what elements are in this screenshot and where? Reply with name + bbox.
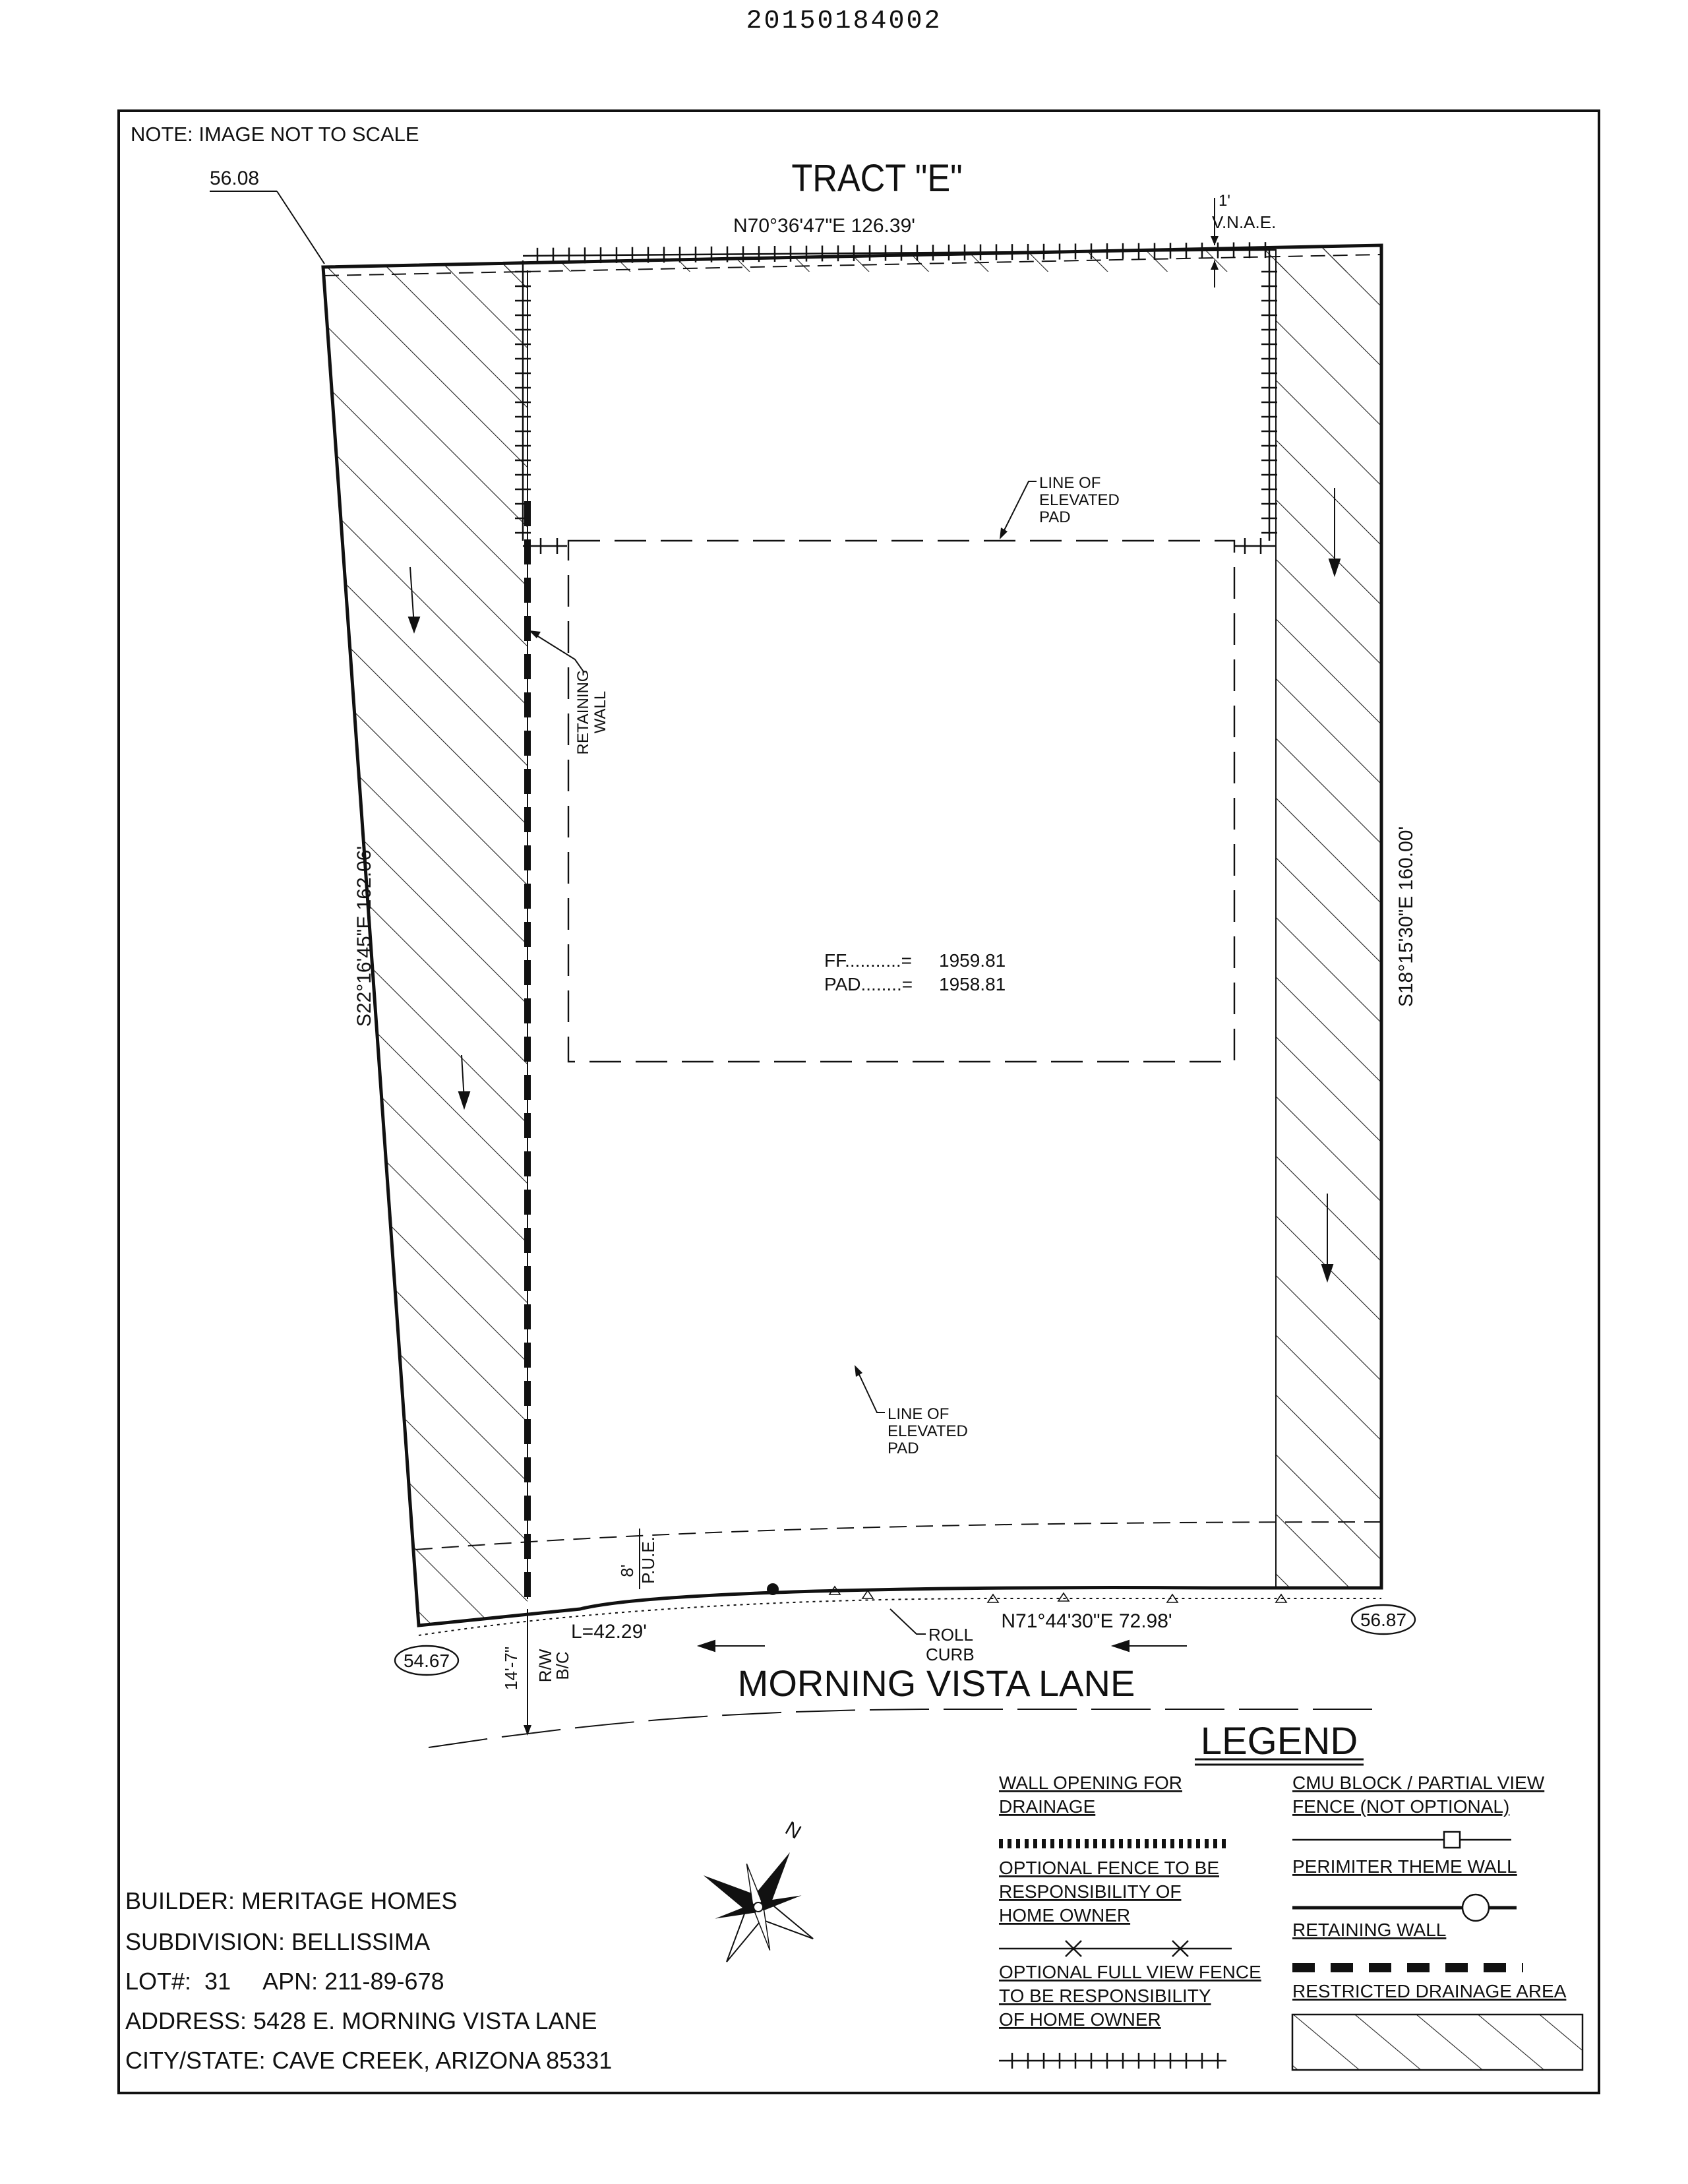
svg-text:OF HOME OWNER: OF HOME OWNER <box>999 2009 1161 2030</box>
svg-text:CURB: CURB <box>926 1645 975 1664</box>
legend-restricted-drainage-symbol <box>1292 2015 1582 2070</box>
svg-text:PAD: PAD <box>1039 508 1071 526</box>
roll-curb-callout <box>890 1609 975 1664</box>
svg-text:WALL OPENING FOR: WALL OPENING FOR <box>999 1773 1182 1793</box>
scale-note: NOTE: IMAGE NOT TO SCALE <box>131 123 419 146</box>
roll-curb-line <box>419 1598 1381 1635</box>
svg-text:RETAINING: RETAINING <box>574 669 592 755</box>
corner-label-top-left: 56.08 <box>210 167 260 189</box>
pue-label: P.U.E. <box>638 1536 658 1584</box>
svg-text:RETAINING WALL: RETAINING WALL <box>1292 1920 1447 1940</box>
document-number: 20150184002 <box>746 7 942 36</box>
bc-label: B/C <box>553 1651 572 1680</box>
svg-text:OPTIONAL FENCE TO BE: OPTIONAL FENCE TO BE <box>999 1858 1220 1878</box>
lot-apn: LOT#: 31 APN: 211-89-678 <box>125 1968 444 1995</box>
subdivision: SUBDIVISION: BELLISSIMA <box>125 1928 431 1955</box>
svg-text:FENCE (NOT OPTIONAL): FENCE (NOT OPTIONAL) <box>1292 1796 1510 1817</box>
svg-text:RESPONSIBILITY OF: RESPONSIBILITY OF <box>999 1881 1182 1902</box>
svg-text:CMU BLOCK / PARTIAL VIEW: CMU BLOCK / PARTIAL VIEW <box>1292 1773 1545 1793</box>
svg-text:LINE OF: LINE OF <box>888 1405 950 1423</box>
east-bearing: S18°15'30"E 160.00' <box>1395 826 1417 1008</box>
curb-point-marker <box>767 1583 779 1595</box>
north-arrow <box>672 1821 845 1993</box>
svg-text:ELEVATED: ELEVATED <box>888 1422 968 1440</box>
pad-line-bottom-callout <box>855 1365 968 1457</box>
svg-text:TO BE RESPONSIBILITY: TO BE RESPONSIBILITY <box>999 1986 1211 2006</box>
svg-text:PERIMITER THEME WALL: PERIMITER THEME WALL <box>1292 1856 1517 1877</box>
curve-length: L=42.29' <box>571 1621 648 1643</box>
pue-line <box>415 1522 1381 1550</box>
svg-text:ELEVATED: ELEVATED <box>1039 491 1120 509</box>
lot-info-block <box>125 1887 612 2074</box>
svg-text:OPTIONAL FULL VIEW FENCE: OPTIONAL FULL VIEW FENCE <box>999 1962 1261 1982</box>
svg-text:PAD: PAD <box>888 1440 919 1457</box>
svg-text:RESTRICTED DRAINAGE AREA: RESTRICTED DRAINAGE AREA <box>1292 1981 1567 2001</box>
pad-value: 1958.81 <box>939 974 1006 994</box>
pad-label: PAD........= <box>824 974 913 994</box>
legend-full-view-fence-symbol <box>999 2053 1226 2069</box>
west-bearing: S22°16'45"E 162.06' <box>353 845 375 1027</box>
address: ADDRESS: 5428 E. MORNING VISTA LANE <box>125 2007 597 2034</box>
tract-label: TRACT "E" <box>791 156 963 200</box>
legend-optional-fence-symbol <box>999 1941 1232 1957</box>
street-name: MORNING VISTA LANE <box>737 1662 1135 1704</box>
full-view-fence <box>515 242 1277 554</box>
vnae-dim: 1' <box>1219 192 1230 210</box>
svg-text:WALL: WALL <box>591 690 609 734</box>
corner-label-bottom-right: 56.87 <box>1360 1610 1407 1630</box>
vnae-label: V.N.A.E. <box>1212 212 1277 232</box>
svg-text:DRAINAGE: DRAINAGE <box>999 1796 1096 1817</box>
rw-label: R/W <box>535 1649 555 1683</box>
builder: BUILDER: MERITAGE HOMES <box>125 1887 458 1914</box>
legend-title: LEGEND <box>1200 1720 1358 1763</box>
svg-text:HOME OWNER: HOME OWNER <box>999 1905 1131 1926</box>
ff-label: FF...........= <box>824 950 913 971</box>
north-arrow-label: N <box>781 1817 805 1844</box>
legend-perimeter-wall-symbol <box>1292 1895 1517 1921</box>
corner-label-bottom-left: 54.67 <box>403 1651 450 1671</box>
north-bearing: N70°36'47"E 126.39' <box>733 215 915 237</box>
row-dim: 14'-7" <box>501 1646 521 1691</box>
ff-value: 1959.81 <box>939 950 1006 971</box>
legend <box>999 1720 1582 2070</box>
drainage-flow-arrows <box>409 488 1340 1651</box>
pad-line-top-callout <box>1000 474 1120 539</box>
svg-text:LINE OF: LINE OF <box>1039 474 1101 492</box>
restricted-drainage-areas <box>310 237 1391 1649</box>
svg-text:ROLL: ROLL <box>928 1625 973 1645</box>
legend-cmu-block-symbol <box>1292 1832 1511 1848</box>
city-state: CITY/STATE: CAVE CREEK, ARIZONA 85331 <box>125 2047 613 2074</box>
south-bearing: N71°44'30"E 72.98' <box>1001 1610 1172 1632</box>
pue-dim: 8' <box>617 1564 637 1577</box>
